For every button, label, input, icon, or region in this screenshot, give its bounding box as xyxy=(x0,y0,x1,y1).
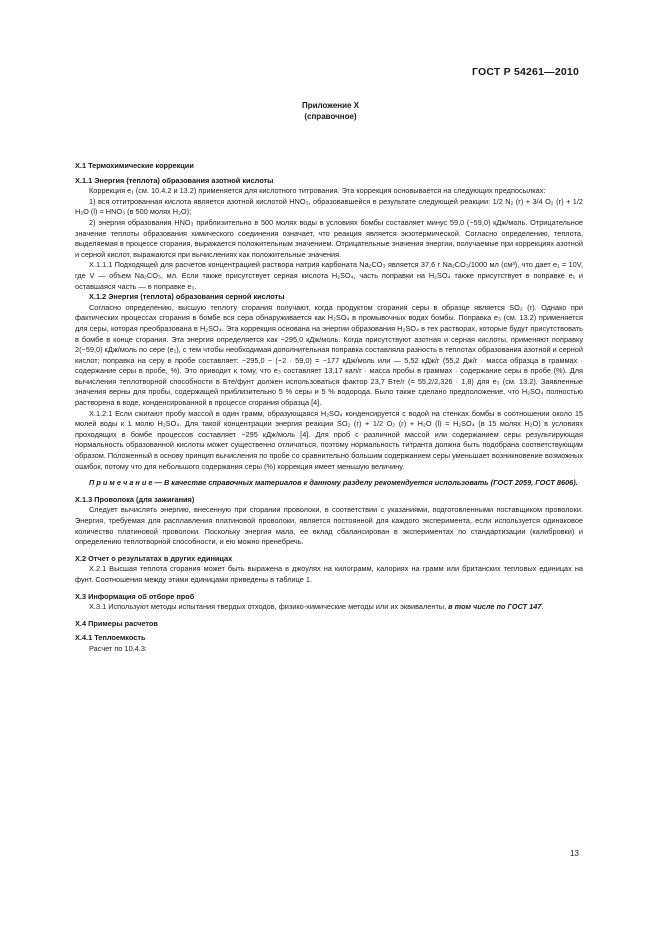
page-number: 13 xyxy=(570,849,579,858)
section-heading-x11: Х.1.1 Энергия (теплота) образования азотной кислоты xyxy=(75,175,274,185)
note xyxy=(75,478,583,489)
section-heading-x4: Х.4 Примеры расчетов xyxy=(75,618,158,628)
appendix-heading xyxy=(0,100,661,122)
paragraph: Х.1.1.1 Подходящей для расчетов концентрацией раствора натрия карбоната Na₂CO₃ является 37,6 г Na₂CO₃/1000 мл (см³), что дает e₁ = 10V, где V — объем Na₂CO₃, мл. Если также присутствует серная кислота H₂SO₄, часть поправки на H₂SO₄ также присутствует в поправке e₁ и оставшаяся часть — в поправке e₃. xyxy=(75,260,583,291)
note-text: — В качестве справочных материалов к данному разделу рекомендуется использовать (ГОСТ 2059, ГОСТ 8606). xyxy=(152,478,578,488)
document-body xyxy=(75,161,583,655)
section-heading-x13: Х.1.3 Проволока (для зажигания) xyxy=(75,494,195,504)
appendix-subtitle: (справочное) xyxy=(304,112,357,121)
paragraph-end: . xyxy=(541,602,544,612)
paragraph: Коррекция e₁ (см. 10.4.2 и 13.2) применяется для кислотного титрования. Эта коррекция основывается на следующих предпосылках: xyxy=(89,186,546,196)
document-header: ГОСТ Р 54261—2010 xyxy=(471,66,579,78)
note-label: П р и м е ч а н и е xyxy=(89,478,153,488)
paragraph: Расчет по 10.4.3: xyxy=(89,643,147,653)
paragraph: Х.2.1 Высшая теплота сгорания может быть выражена в джоулях на килограмм, калориях на грамм или британских тепловых единицах на фунт. Соотношения между этими единицами приведены в таблице 1. xyxy=(75,564,583,584)
paragraph: 2) энергия образования HNO₃ приблизительно в 500 молях воды в условиях бомбы составляет минус 59,0 (−59,0) кДж/моль. Отрицательное значение теплоты образования химического соединения означает, что реакция является экзотермической. Согласно определению, теплота, выделяемая в процессе сгорания, выражается положительным значением. Отрицательные значения энергии, получаемые при коррекциях азотной и серной кислот, выражаются при вычислениях как положительные значения. xyxy=(75,217,583,259)
paragraph xyxy=(75,602,583,613)
paragraph: Следует вычислять энергию, внесенную при сгорании проволоки, в соответствии с указаниями, подготовленными поставщиком проволоки. Энергия, требуемая для расплавления платиновой проволоки, является постоянной для каждого эксперимента, если используется одинаковое количество платиновой проволоки. Поскольку энергия мала, ее вклад сбалансирован в экспериментах по стандартизации (калибровки) и определению теплотворной способности, и ею можно пренебречь. xyxy=(75,505,583,547)
section-heading-x2: Х.2 Отчет о результатах в других единицах xyxy=(75,553,233,563)
appendix-title: Приложение Х xyxy=(301,101,360,110)
section-heading-x41: Х.4.1 Теплоемкость xyxy=(75,633,146,643)
section-heading-x3: Х.3 Информация об отборе проб xyxy=(75,591,195,601)
section-heading-x12: Х.1.2 Энергия (теплота) образования серной кислоты xyxy=(89,292,285,302)
emphasis-text: в том числе по ГОСТ 147 xyxy=(448,602,542,612)
section-heading-x1: Х.1 Термохимические коррекции xyxy=(75,161,194,170)
paragraph: Согласно определению, высшую теплоту сгорания получают, когда продуктом сгорания серы в образце является SO₂ (г). Однако при фактических процессах сгорания в бомбе вся сера обнаруживается как H₂SO₄ в промывочных водах бомбы. Поправка e₃ (см. 13.2) применяется для серы, которая преобразована в H₂SO₄. Эта коррекция основана на энергии образования H₂SO₄ в тех растворах, которые будут присутствовать в бомбе в конце сгорания. Эта энергия определяется как −295,0 кДж/моль. Когда присутствуют азотная и серная кислоты, применяют поправку 2(−59,0) кДж/моль по сере (e₁), с тем чтобы необходимая дополнительная поправка составляла разность в теплотах образования азотной и серной кислот; поправка на серу в пробе составляет: −295,0 − (−2 · 59,0) = −177 кДж/моль или — 5,52 кДж/г (55,2 Дж/г · масса образца в граммах · содержание серы в пробе, %). Это приводит к тому, что e₃ составляет 13,17 кал/г · масса пробы в граммах · содержание серы в пробе (%). Для вычисления теплотворной способности в Бте/фунт должен использоваться фактор 23,7 Бте/г (= 55,2/2,326 · 1,8) для e₃ (см. 13.2). Заявленные значения верны для пробы, содержащей приблизительно 5 % серы и 5 % водорода. Было также сделано предположение, что H₂SO₄ полностью растворена в воде, конденсированной в процессе сгорания образца [4]. xyxy=(75,302,583,408)
paragraph: 1) вся оттитрованная кислота является азотной кислотой HNO₃, образовавшейся в результате следующей реакции: 1/2 N₂ (г) + 3/4 O₂ (г) + 1/2 H₂O (l) = HNO₃ (в 500 молях H₂O); xyxy=(75,196,583,217)
paragraph: Х.1.2.1 Если сжигают пробу массой в один грамм, образующаяся H₂SO₄ конденсируется с водой на стенках бомбы в соотношении около 15 молей воды к 1 молю H₂SO₄. Для такой концентрации энергия реакции SO₂ (г) + 1/2 O₂ (г) + H₂O (l) = H₂SO₄ (в 15 молях H₂O) в условиях проходящих в бомбе процессов составляет −295 кДж/моль [4]. Для проб с различной массой или содержанием серы результирующая нормальность образованной кислоты может существенно отличаться, поэтому нормальность титранта должна быть подобрана соответствующим образом. Положенный в основу принцип вычисления по пробе со сравнительно большим содержанием серы уменьшает возникновение возможных ошибок, потому что для небольшого содержания серы (%) коррекция имеет меньшую величину. xyxy=(75,408,583,471)
paragraph-text: Х.3.1 Используют методы испытания твердых отходов, физико-химические методы или их эквиваленты, xyxy=(89,602,449,612)
